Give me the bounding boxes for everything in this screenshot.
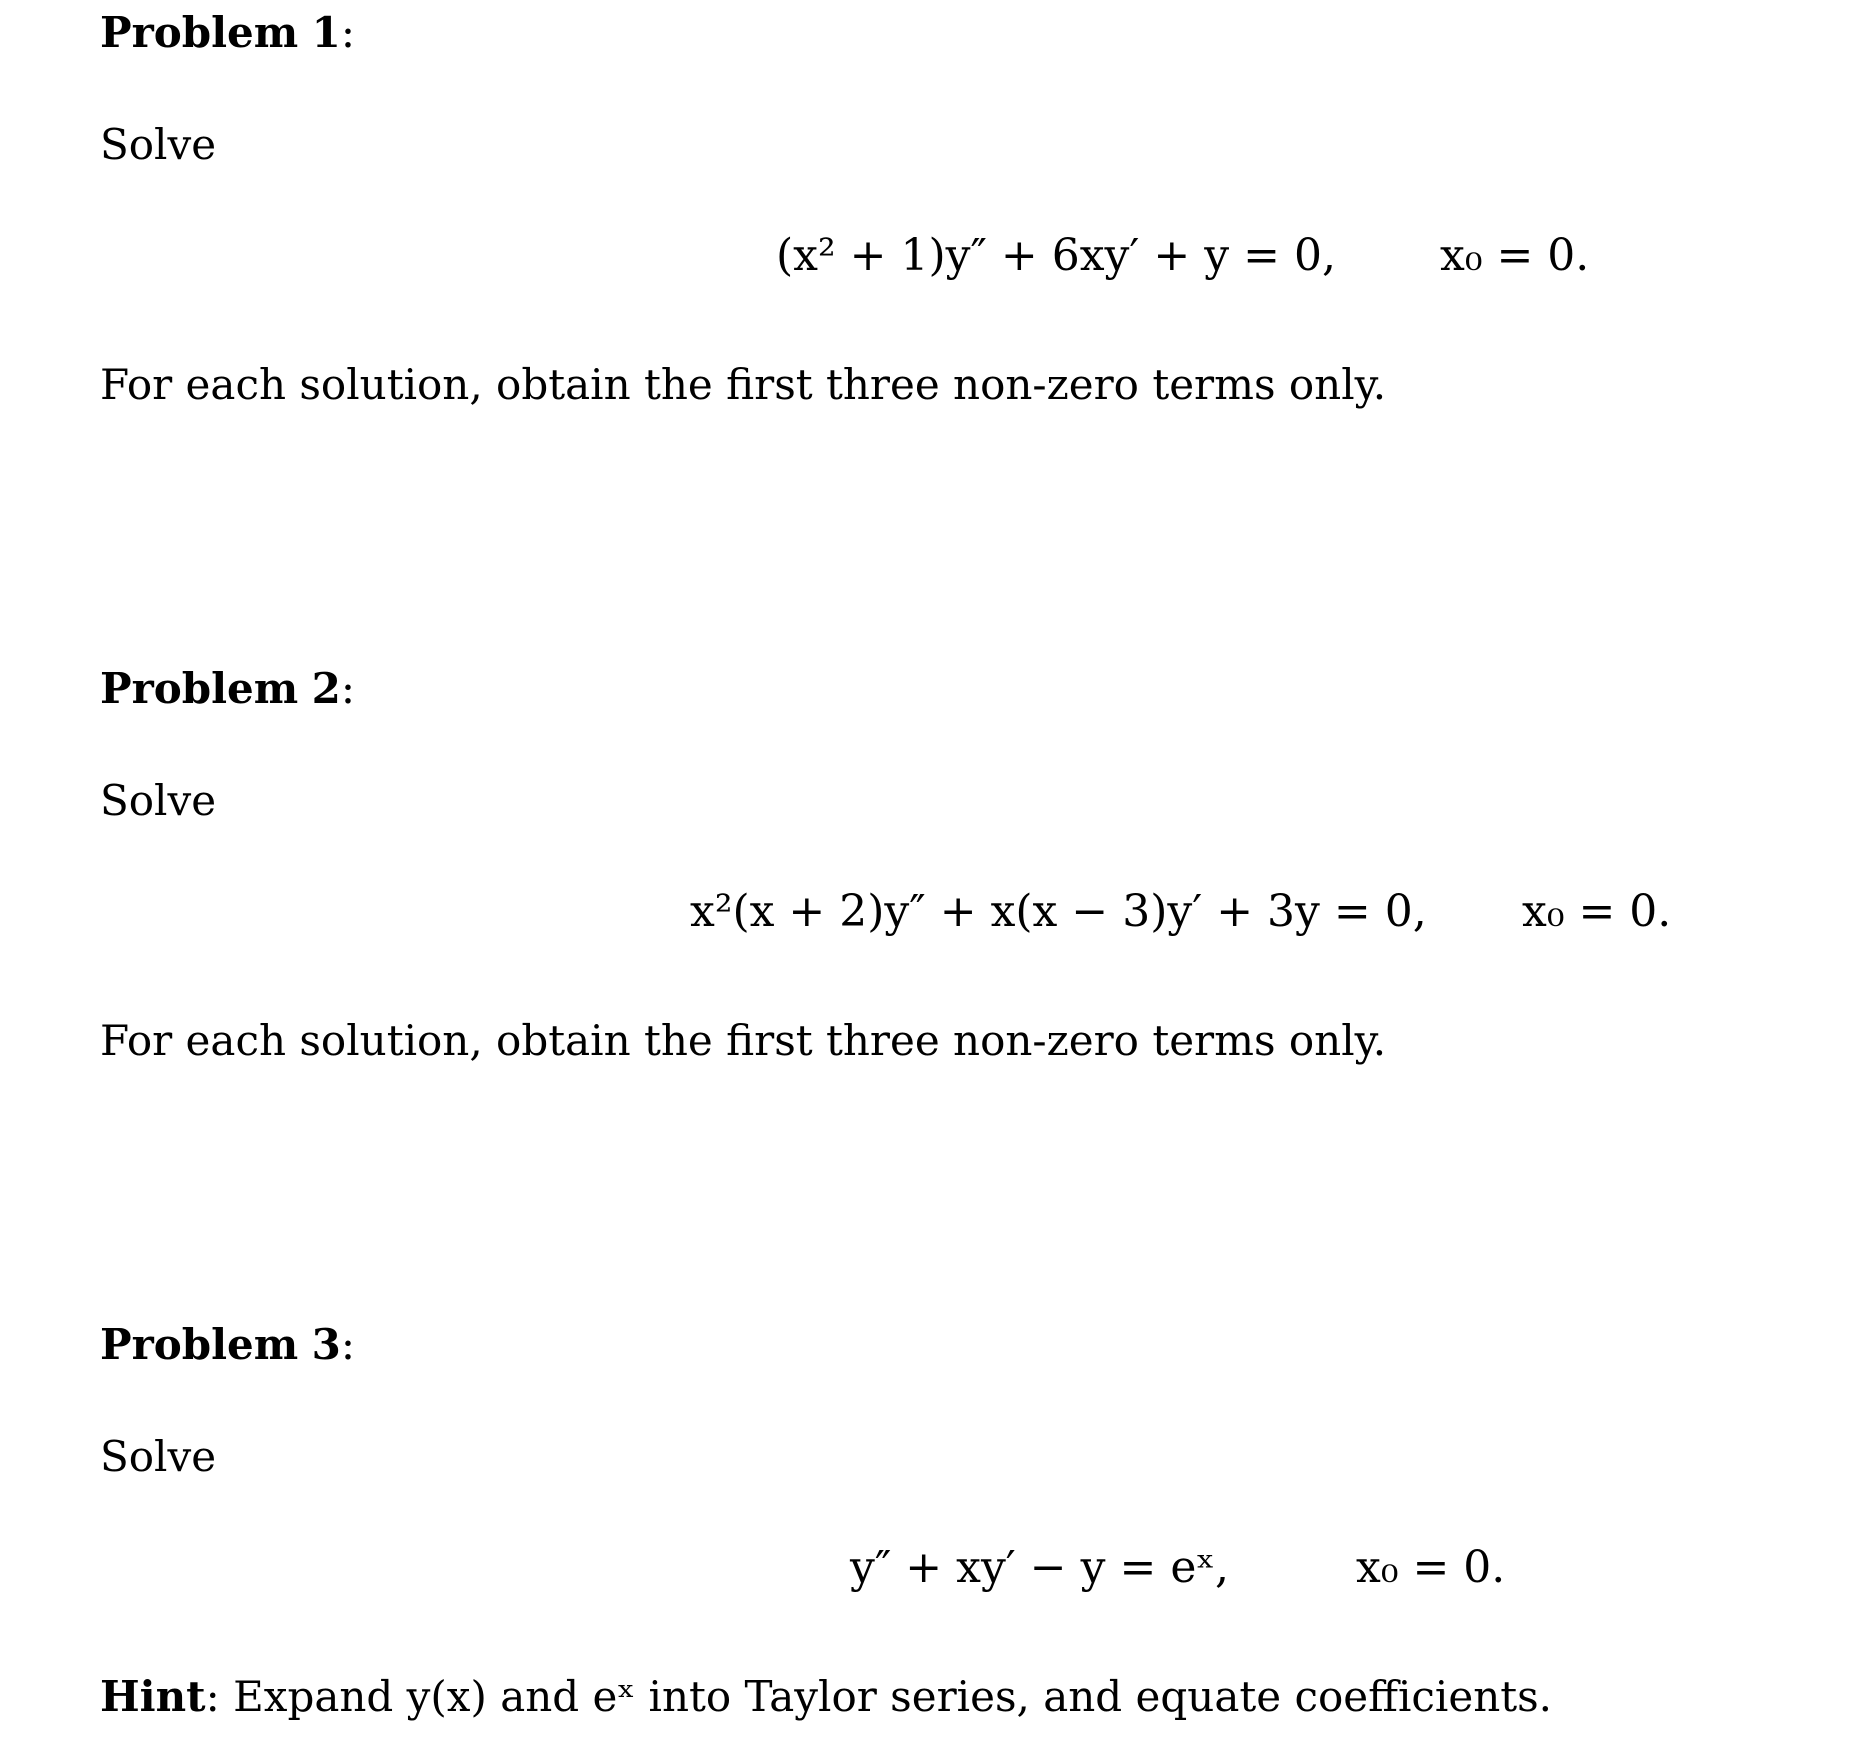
problem-1-instruction: Solve — [100, 120, 217, 169]
problem-3-title-word: Problem — [100, 1320, 299, 1369]
problem-2-equation: x²(x + 2)y″ + x(x − 3)y′ + 3y = 0, — [690, 886, 1427, 937]
hint-text: Expand y(x) and eˣ into Taylor series, and equate coefficients. — [233, 1672, 1553, 1721]
hint-label: Hint — [100, 1672, 206, 1721]
problem-1-colon: : — [340, 8, 355, 57]
problem-3-colon: : — [340, 1320, 355, 1369]
problem-3-initial-point: x₀ = 0. — [1356, 1542, 1506, 1593]
problem-2-title-word: Problem — [100, 664, 299, 713]
problem-2-instruction: Solve — [100, 776, 217, 825]
problem-1-note: For each solution, obtain the first three non-zero terms only. — [100, 360, 1387, 409]
problem-1-heading — [100, 8, 355, 57]
problem-3-heading — [100, 1320, 355, 1369]
problem-1-initial-point: x₀ = 0. — [1440, 230, 1590, 281]
problem-2-number: 2 — [311, 664, 341, 713]
problem-2-initial-point: x₀ = 0. — [1522, 886, 1672, 937]
problem-2-note: For each solution, obtain the first three non-zero terms only. — [100, 1016, 1387, 1065]
problem-3-number: 3 — [311, 1320, 341, 1369]
problem-2-colon: : — [340, 664, 355, 713]
problem-1-equation: (x² + 1)y″ + 6xy′ + y = 0, — [776, 230, 1336, 281]
problem-2-heading — [100, 664, 355, 713]
problem-1-number: 1 — [311, 8, 341, 57]
problem-3-instruction: Solve — [100, 1432, 217, 1481]
problem-3-equation: y″ + xy′ − y = eˣ, — [850, 1542, 1230, 1593]
problem-1-title-word: Problem — [100, 8, 299, 57]
problem-3-hint — [100, 1672, 1553, 1721]
hint-colon: : — [205, 1672, 220, 1721]
